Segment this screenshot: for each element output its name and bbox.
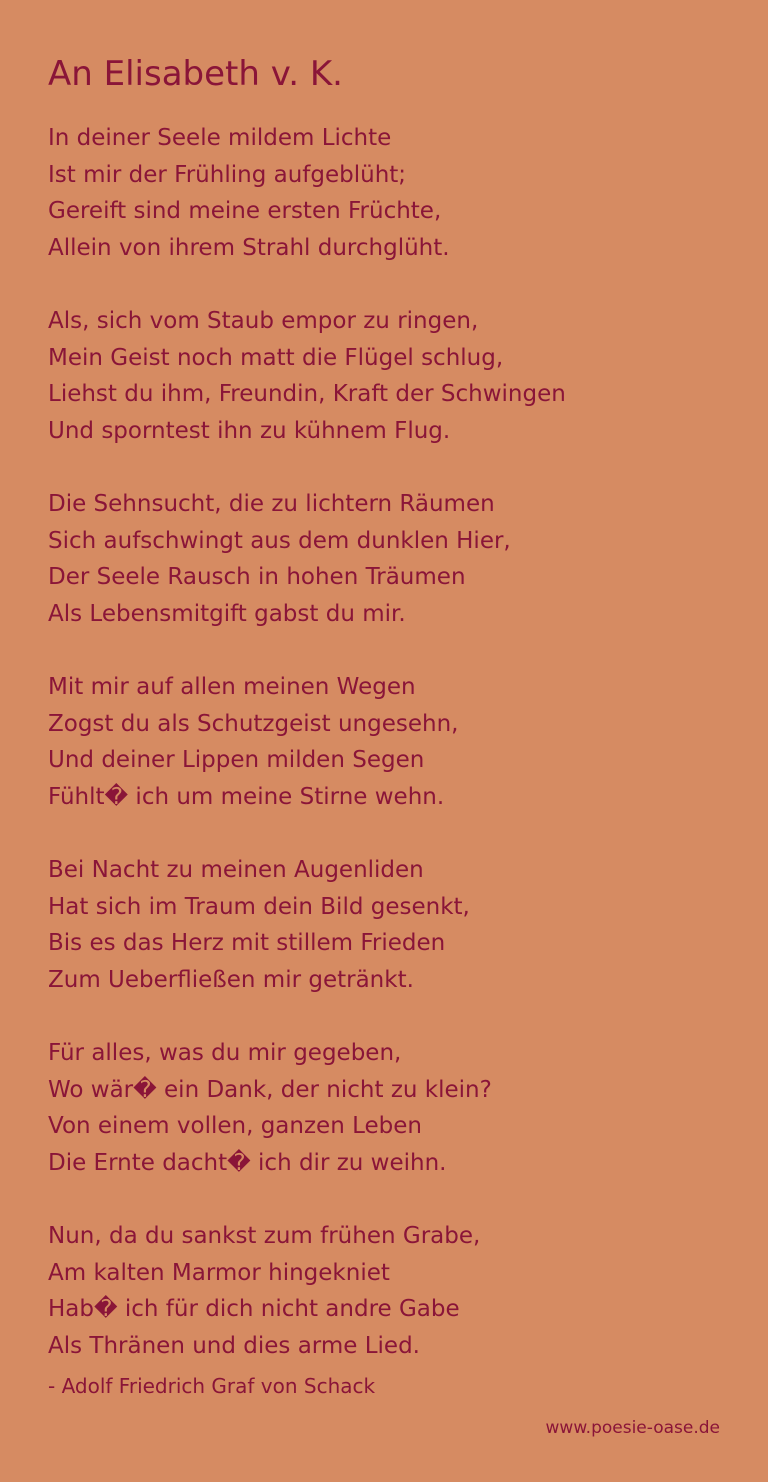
poem-line: Fühlt� ich um meine Stirne wehn. (48, 783, 445, 810)
poem-line: Und sporntest ihn zu kühnem Flug. (48, 417, 451, 444)
poem-line: Als, sich vom Staub empor zu ringen, (48, 308, 479, 334)
poem-line: Für alles, was du mir gegeben, (48, 1040, 402, 1066)
poem-line: Ist mir der Frühling aufgeblüht; (48, 161, 407, 188)
website-link[interactable]: www.poesie-oase.de (545, 1418, 720, 1438)
poem-line: Bis es das Herz mit stillem Frieden (48, 930, 446, 956)
poem-line: Mit mir auf allen meinen Wegen (48, 674, 416, 700)
stanza (48, 486, 566, 632)
poem-line: Liehst du ihm, Freundin, Kraft der Schwingen (48, 381, 566, 407)
poem-line: Sich aufschwingt aus dem dunklen Hier, (48, 527, 511, 554)
stanza (48, 120, 566, 266)
poem-line: Nun, da du sankst zum frühen Grabe, (48, 1223, 481, 1249)
poem-line: Zum Ueberfließen mir getränkt. (48, 966, 414, 993)
poem-title: An Elisabeth v. K. (48, 54, 343, 94)
poem-line: Gereift sind meine ersten Früchte, (48, 198, 442, 224)
poem-line: Wo wär� ein Dank, der nicht zu klein? (48, 1076, 492, 1103)
poem-line: Als Lebensmitgift gabst du mir. (48, 600, 406, 627)
poem-line: Allein von ihrem Strahl durchglüht. (48, 234, 450, 261)
poem-line: Zogst du als Schutzgeist ungesehn, (48, 710, 459, 737)
stanza (48, 1035, 566, 1181)
poem-author: - Adolf Friedrich Graf von Schack (48, 1374, 376, 1398)
stanza (48, 1218, 566, 1364)
poem-line: Hat sich im Traum dein Bild gesenkt, (48, 893, 470, 920)
poem-body (48, 120, 566, 1401)
poem-line: Mein Geist noch matt die Flügel schlug, (48, 344, 504, 371)
poem-line: Hab� ich für dich nicht andre Gabe (48, 1296, 460, 1322)
poem-line: Als Thränen und dies arme Lied. (48, 1332, 420, 1359)
poem-line: Und deiner Lippen milden Segen (48, 747, 425, 773)
poem-line: Die Sehnsucht, die zu lichtern Räumen (48, 491, 495, 517)
stanza (48, 303, 566, 449)
poem-line: Die Ernte dacht� ich dir zu weihn. (48, 1149, 447, 1176)
poem-line: In deiner Seele mildem Lichte (48, 125, 392, 151)
poem-line: Von einem vollen, ganzen Leben (48, 1113, 422, 1139)
poem-line: Am kalten Marmor hingekniet (48, 1259, 390, 1286)
stanza (48, 669, 566, 815)
poem-line: Der Seele Rausch in hohen Träumen (48, 564, 466, 590)
stanza (48, 852, 566, 998)
poem-line: Bei Nacht zu meinen Augenliden (48, 857, 424, 883)
